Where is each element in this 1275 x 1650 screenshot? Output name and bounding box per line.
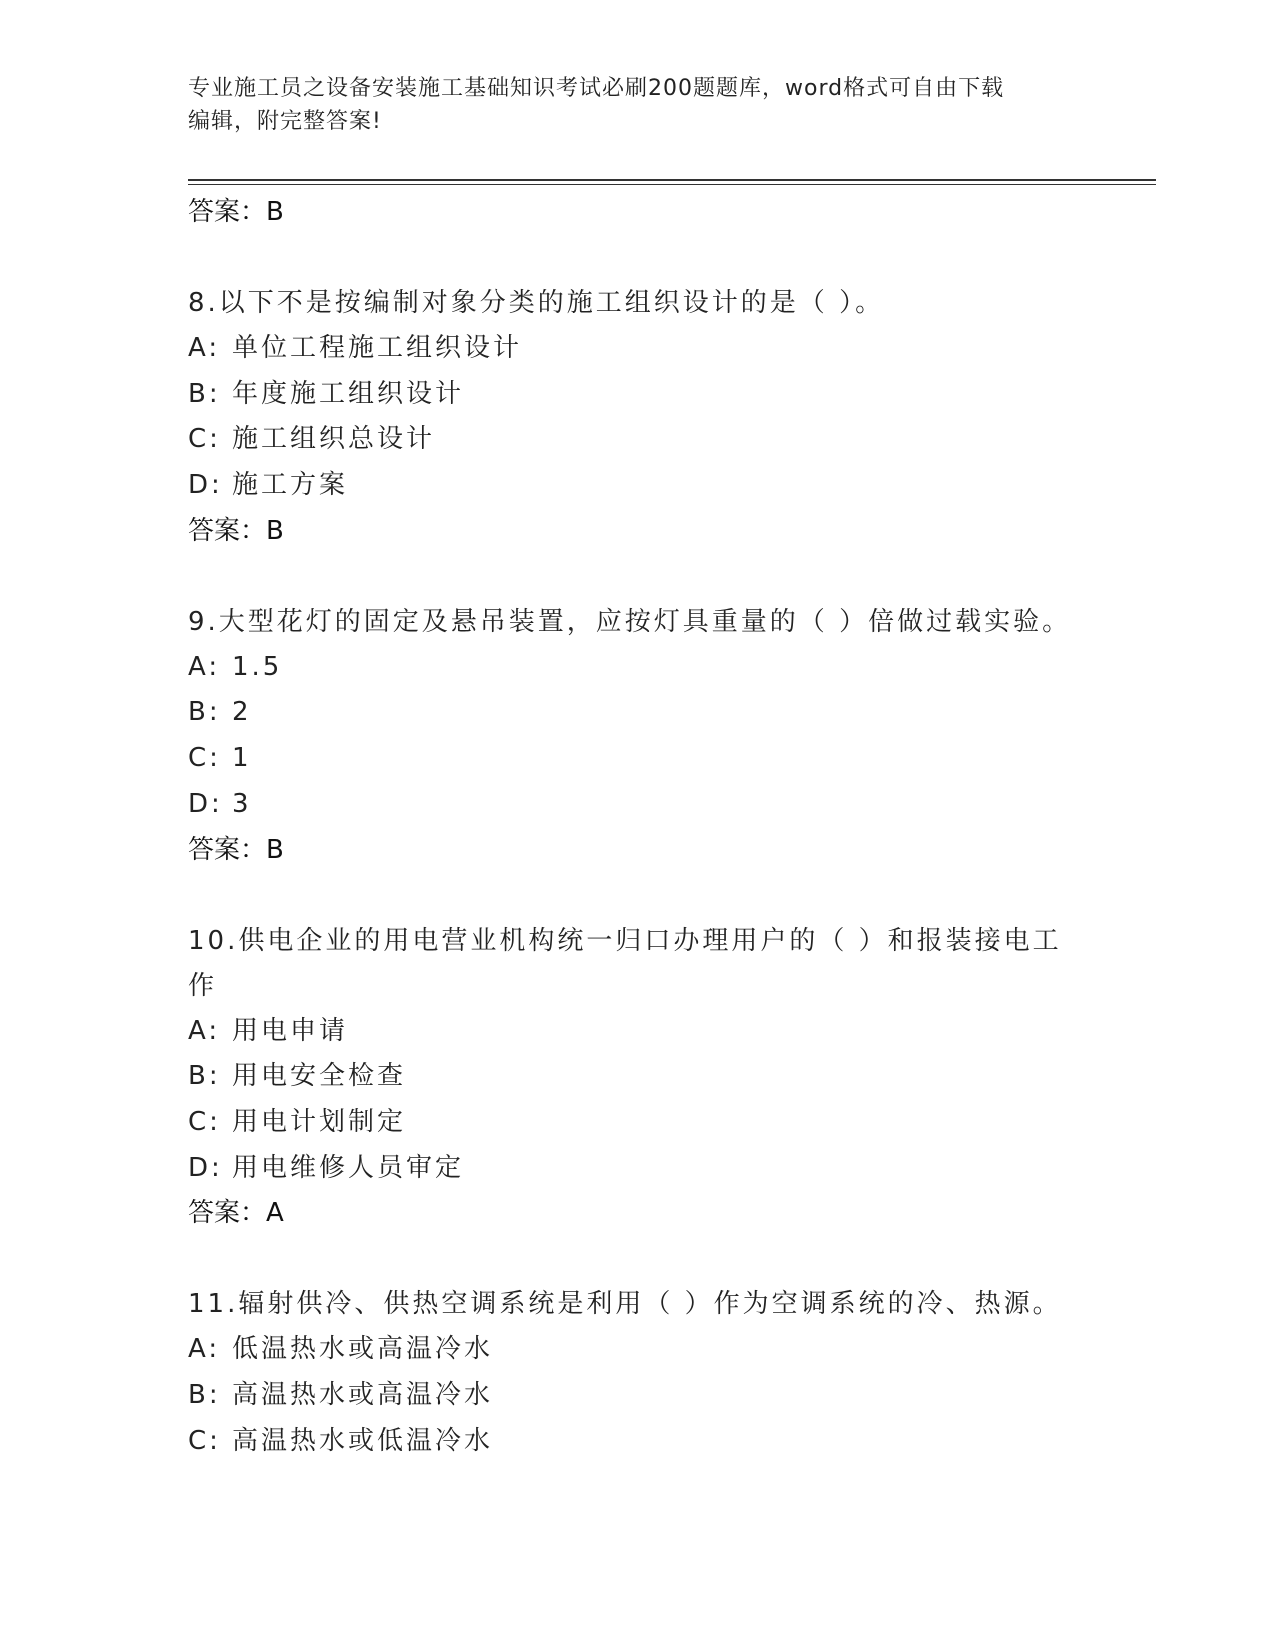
option-text: 用电申请 xyxy=(232,1015,349,1046)
spacer xyxy=(188,235,1088,281)
spacer xyxy=(188,1236,1088,1282)
document-header xyxy=(188,72,1078,138)
option-c xyxy=(188,1419,1088,1465)
option-b xyxy=(188,372,1088,418)
option-b xyxy=(188,690,1088,736)
option-text: 用电安全检查 xyxy=(232,1061,407,1092)
question-title-line-1: 10.供电企业的用电营业机构统一归口办理用户的（ ）和报装接电工 xyxy=(188,925,1062,956)
option-letter: B: xyxy=(188,378,221,409)
option-text: 1.5 xyxy=(232,651,283,682)
option-text: 施工方案 xyxy=(232,470,349,501)
option-letter: A: xyxy=(188,1015,221,1046)
question-list xyxy=(188,190,1088,1464)
option-letter: C: xyxy=(188,743,221,774)
option-text: 年度施工组织设计 xyxy=(232,378,465,409)
header-line-2: 编辑，附完整答案! xyxy=(188,109,382,134)
option-letter: D: xyxy=(188,1152,223,1183)
option-a xyxy=(188,1327,1088,1373)
option-text: 高温热水或低温冷水 xyxy=(232,1425,494,1456)
option-c xyxy=(188,1100,1088,1146)
option-text: 3 xyxy=(232,788,252,819)
option-a xyxy=(188,1009,1088,1055)
option-letter: D: xyxy=(188,788,223,819)
question-block-8 xyxy=(188,281,1088,554)
option-text: 用电维修人员审定 xyxy=(232,1152,465,1183)
option-letter: D: xyxy=(188,470,223,501)
option-d xyxy=(188,782,1088,828)
option-letter: B: xyxy=(188,697,221,728)
question-title: 9.大型花灯的固定及悬吊装置，应按灯具重量的（ ）倍做过载实验。 xyxy=(188,606,1072,637)
option-text: 高温热水或高温冷水 xyxy=(232,1379,494,1410)
question-block-9 xyxy=(188,600,1088,873)
option-text: 单位工程施工组织设计 xyxy=(232,333,523,363)
question-title: 8.以下不是按编制对象分类的施工组织设计的是（ ）。 xyxy=(188,288,885,318)
option-letter: C: xyxy=(188,1106,221,1137)
option-letter: C: xyxy=(188,1425,221,1456)
question-title-line-2: 作 xyxy=(188,970,218,1001)
option-d xyxy=(188,1146,1088,1192)
option-text: 2 xyxy=(232,697,252,728)
option-letter: A: xyxy=(188,1334,221,1365)
option-c xyxy=(188,736,1088,782)
option-a xyxy=(188,645,1088,691)
option-letter: B: xyxy=(188,1379,221,1410)
answer-line: 答案：B xyxy=(188,834,284,865)
header-divider-thin xyxy=(188,184,1156,185)
option-b xyxy=(188,1054,1088,1100)
option-letter: A: xyxy=(188,333,221,363)
option-c xyxy=(188,417,1088,463)
option-text: 低温热水或高温冷水 xyxy=(232,1334,494,1365)
answer-line: 答案：A xyxy=(188,1198,284,1229)
spacer xyxy=(188,873,1088,919)
question-block-11 xyxy=(188,1282,1088,1464)
spacer xyxy=(188,554,1088,600)
question-title: 11.辐射供冷、供热空调系统是利用（ ）作为空调系统的冷、热源。 xyxy=(188,1289,1062,1320)
answer-line: 答案：B xyxy=(188,197,284,227)
option-d xyxy=(188,463,1088,509)
option-text: 施工组织总设计 xyxy=(232,424,436,455)
question-block-10 xyxy=(188,919,1088,1237)
header-divider-thick xyxy=(188,179,1156,181)
option-letter: B: xyxy=(188,1061,221,1092)
option-b xyxy=(188,1373,1088,1419)
option-letter: A: xyxy=(188,651,221,682)
answer-line: 答案：B xyxy=(188,515,284,546)
option-letter: C: xyxy=(188,424,221,455)
header-line-1: 专业施工员之设备安装施工基础知识考试必刷200题题库，word格式可自由下载 xyxy=(188,76,1005,101)
option-text: 1 xyxy=(232,743,252,774)
option-a xyxy=(188,326,1088,372)
option-text: 用电计划制定 xyxy=(232,1106,407,1137)
